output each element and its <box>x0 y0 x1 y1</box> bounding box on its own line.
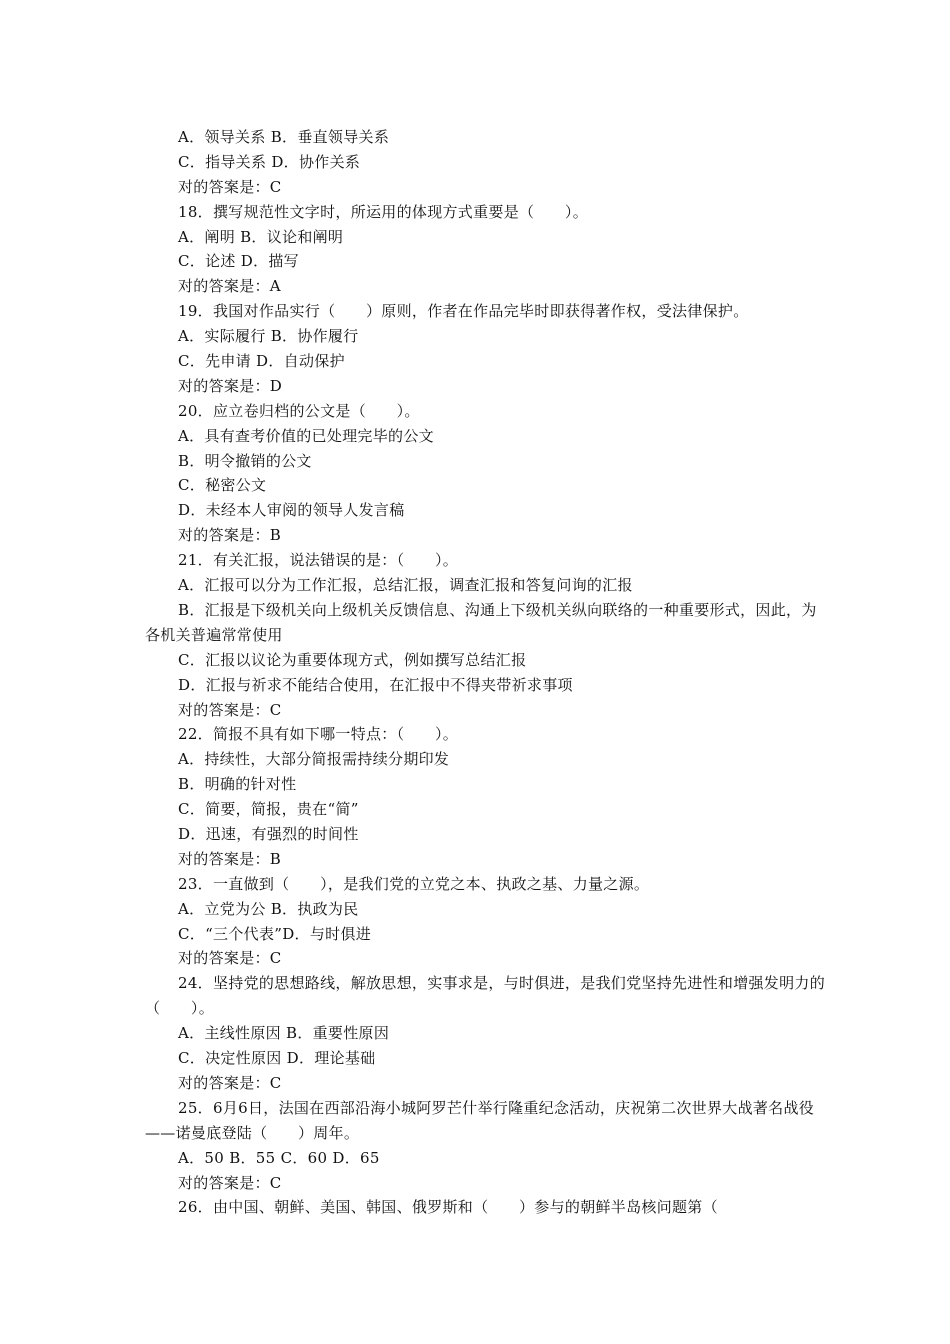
option-line: C．指导关系 D．协作关系 <box>178 152 361 171</box>
question-18: 18．撰写规范性文字时，所运用的体现方式重要是（ ）。 <box>178 202 588 221</box>
option-line: A．阐明 B．议论和阐明 <box>178 227 344 246</box>
question-21: 21．有关汇报，说法错误的是：（ ）。 <box>178 551 459 570</box>
option-line: D．未经本人审阅的领导人发言稿 <box>178 501 405 520</box>
answer-line: 对的答案是：C <box>178 1073 282 1092</box>
option-line: C．先申请 D．自动保护 <box>178 352 345 371</box>
answer-line: 对的答案是：B <box>178 526 282 545</box>
question-25: 25．6月6日，法国在西部沿海小城阿罗芒什举行隆重纪念活动，庆祝第二次世界大战著名战役——诺曼底登陆（ ）周年。 <box>145 1098 815 1142</box>
answer-line: 对的答案是：B <box>178 849 282 868</box>
answer-line: 对的答案是：C <box>178 700 282 719</box>
question-26: 26．由中国、朝鲜、美国、韩国、俄罗斯和（ ）参与的朝鲜半岛核问题第（ <box>178 1198 718 1217</box>
answer-line: 对的答案是：C <box>178 177 282 196</box>
option-line: C．汇报以议论为重要体现方式，例如撰写总结汇报 <box>178 650 527 669</box>
question-23: 23．一直做到（ ），是我们党的立党之本、执政之基、力量之源。 <box>178 874 650 893</box>
answer-line: 对的答案是：C <box>178 1173 282 1192</box>
question-19: 19．我国对作品实行（ ）原则，作者在作品完毕时即获得著作权，受法律保护。 <box>178 302 749 321</box>
answer-line: 对的答案是：A <box>178 277 281 296</box>
option-line: C．秘密公文 <box>178 476 267 495</box>
option-line: B．明令撤销的公文 <box>178 451 312 470</box>
option-line: D．迅速，有强烈的时间性 <box>178 824 359 843</box>
option-line: B．汇报是下级机关向上级机关反馈信息、沟通上下级机关纵向联络的一种重要形式，因此，为各机关普遍常常使用 <box>145 600 817 644</box>
answer-line: 对的答案是：C <box>178 949 282 968</box>
option-line: C．决定性原因 D．理论基础 <box>178 1049 376 1068</box>
option-line: C．论述 D．描写 <box>178 252 299 271</box>
option-line: A．领导关系 B．垂直领导关系 <box>178 128 390 146</box>
option-line: A．具有查考价值的已处理完毕的公文 <box>178 426 434 445</box>
option-line: A．50 B．55 C．60 D．65 <box>178 1148 380 1167</box>
option-line: A．立党为公 B．执政为民 <box>178 899 359 918</box>
option-line: A．持续性，大部分简报需持续分期印发 <box>178 750 450 769</box>
option-line: C．简要，简报，贵在“简” <box>178 800 359 819</box>
question-22: 22．简报不具有如下哪一特点：（ ）。 <box>178 725 459 744</box>
option-line: C．“三个代表”D．与时俱进 <box>178 924 372 943</box>
option-line: A．实际履行 B．协作履行 <box>178 327 359 346</box>
option-line: A．主线性原因 B．重要性原因 <box>178 1024 390 1043</box>
answer-line: 对的答案是：D <box>178 376 283 395</box>
option-line: B．明确的针对性 <box>178 775 297 794</box>
document-body <box>145 125 825 1220</box>
question-24: 24．坚持党的思想路线，解放思想，实事求是，与时俱进，是我们党坚持先进性和增强发明力的（ ）。 <box>145 974 825 1018</box>
option-line: D．汇报与祈求不能结合使用，在汇报中不得夹带祈求事项 <box>178 675 573 694</box>
question-20: 20．应立卷归档的公文是（ ）。 <box>178 401 420 420</box>
option-line: A．汇报可以分为工作汇报，总结汇报，调查汇报和答复问询的汇报 <box>178 576 633 595</box>
